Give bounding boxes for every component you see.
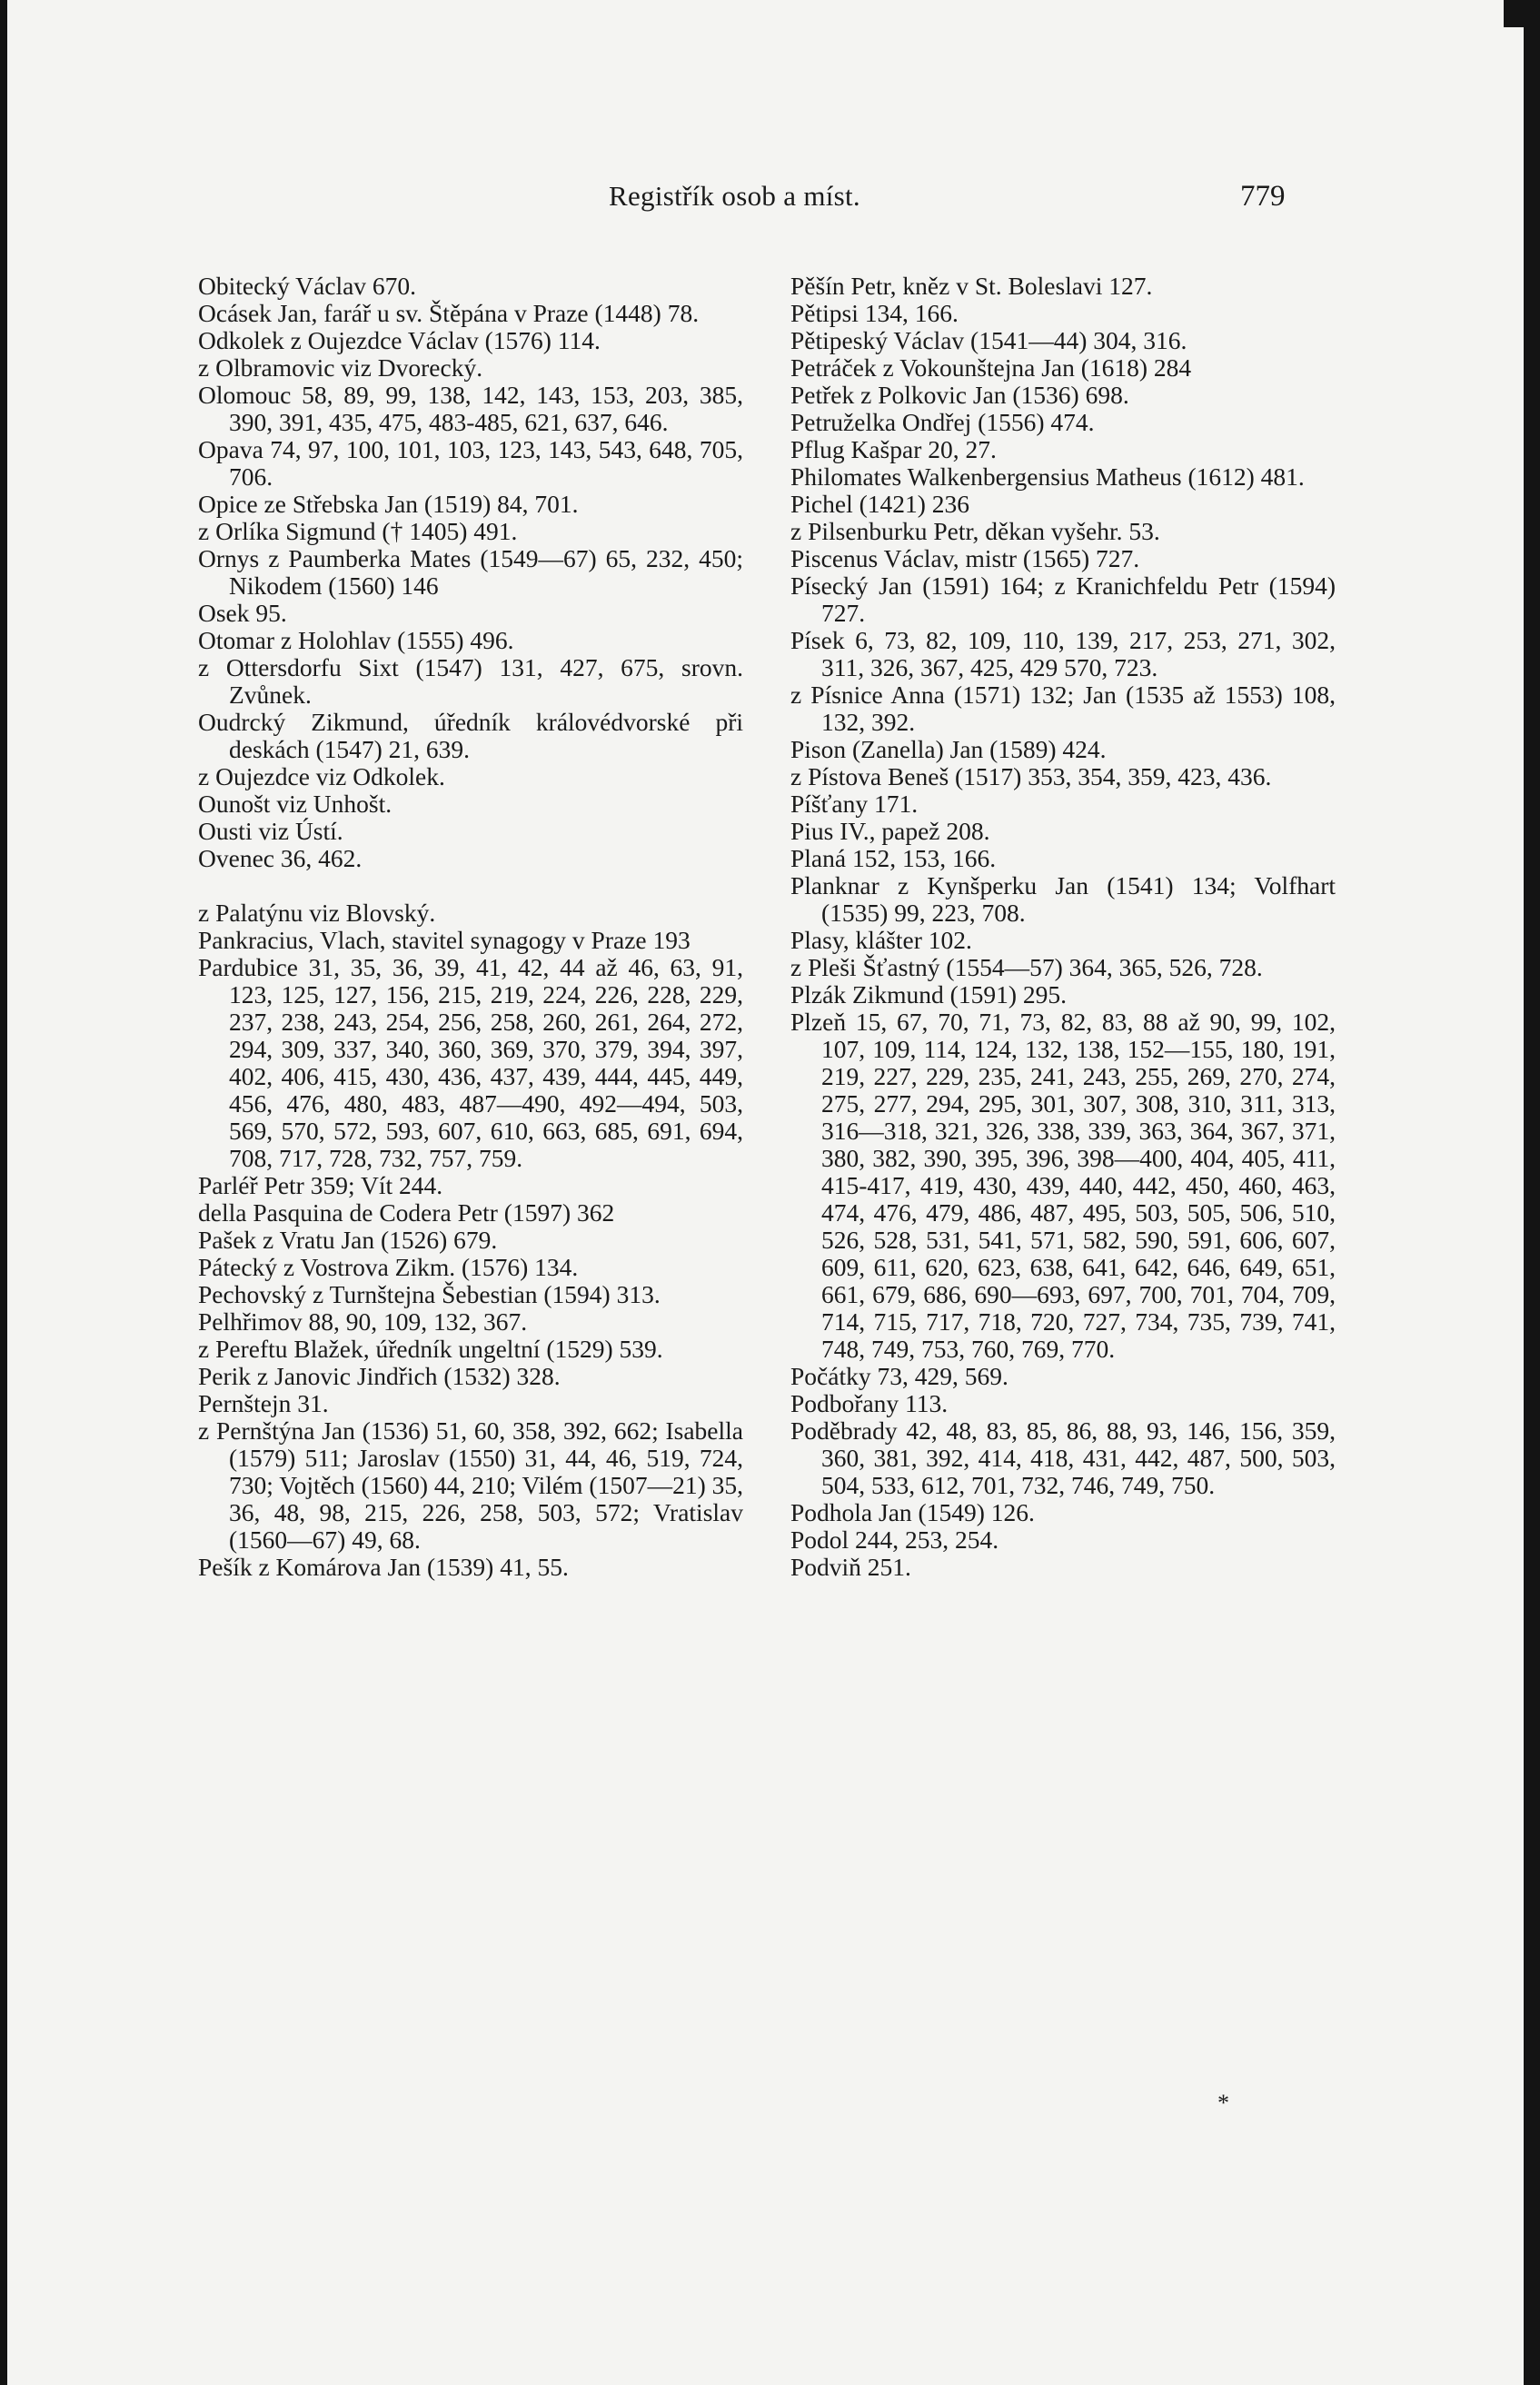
footer-mark: * [1217, 2090, 1229, 2116]
index-entry: z Pilsenburku Petr, děkan vyšehr. 53. [790, 517, 1160, 545]
index-entry: z Pístova Beneš (1517) 353, 354, 359, 423, 436. [790, 762, 1272, 790]
index-entry: Podhola Jan (1549) 126. [790, 1498, 1035, 1526]
index-entry: Počátky 73, 429, 569. [790, 1362, 1008, 1390]
index-entry: Pechovský z Turnštejna Šebestian (1594) 313. [198, 1280, 661, 1308]
index-entry: z Palatýnu viz Blovský. [198, 899, 436, 927]
index-entry: z Ottersdorfu Sixt (1547) 131, 427, 675, srovn. Zvůnek. [198, 653, 743, 709]
index-entry: Pelhřimov 88, 90, 109, 132, 367. [198, 1307, 528, 1336]
index-entry: Písek 6, 73, 82, 109, 110, 139, 217, 253, 271, 302, 311, 326, 367, 425, 429 570, 723. [790, 626, 1336, 681]
index-entry: Pátecký z Vostrova Zikm. (1576) 134. [198, 1253, 579, 1281]
index-entry: z Písnice Anna (1571) 132; Jan (1535 až 1553) 108, 132, 392. [790, 681, 1336, 736]
index-entry: Pflug Kašpar 20, 27. [790, 435, 997, 463]
index-entry: Planknar z Kynšperku Jan (1541) 134; Volfhart (1535) 99, 223, 708. [790, 871, 1336, 927]
index-entry: Pichel (1421) 236 [790, 490, 970, 518]
left-column [198, 273, 743, 1581]
index-entry: Planá 152, 153, 166. [790, 844, 997, 872]
index-entry: Olomouc 58, 89, 99, 138, 142, 143, 153, 203, 385, 390, 391, 435, 475, 483-485, 621, 637, 646. [198, 381, 743, 436]
index-entry: Podbořany 113. [790, 1389, 949, 1417]
index-entry: Ousti viz Ústí. [198, 817, 343, 845]
scan-corner [1504, 0, 1540, 27]
index-entry: Odkolek z Oujezdce Václav (1576) 114. [198, 326, 601, 354]
index-entry: Ovenec 36, 462. [198, 844, 363, 872]
index-entry: Plasy, klášter 102. [790, 926, 972, 954]
index-entry: Petruželka Ondřej (1556) 474. [790, 408, 1095, 436]
index-entry: z Pereftu Blažek, úředník ungeltní (1529) 539. [198, 1335, 663, 1363]
index-entry: Obitecký Václav 670. [198, 272, 417, 300]
index-entry: Otomar z Holohlav (1555) 496. [198, 626, 514, 654]
index-entry: Pardubice 31, 35, 36, 39, 41, 42, 44 až 46, 63, 91, 123, 125, 127, 156, 215, 219, 224, 226, 228, 229, 237, 238, 243, 254, 256, 258, 260, 261, 264, 272, 294, 309, 337, 340, 360, 369, 370, 379, 394, 397, 402, 406, 415, 430, 436, 437, 439, 444, 445, 449, 456, 476, 480, 483, 487—490, 492—494, 503, 569, 570, 572, 593, 607, 610, 663, 685, 691, 694, 708, 717, 728, 732, 757, 759. [198, 953, 743, 1172]
index-entry: Píšťany 171. [790, 790, 919, 818]
index-entry: Petráček z Vokounštejna Jan (1618) 284 [790, 353, 1192, 382]
index-entry: z Olbramovic viz Dvorecký. [198, 353, 483, 382]
index-entry: Pernštejn 31. [198, 1389, 329, 1417]
index-entry: Pison (Zanella) Jan (1589) 424. [790, 735, 1107, 763]
index-entry: Oudrcký Zikmund, úředník královédvorské při deskách (1547) 21, 639. [198, 708, 743, 763]
index-entry: Pěšín Petr, kněz v St. Boleslavi 127. [790, 272, 1153, 300]
index-entry: Podol 244, 253, 254. [790, 1525, 999, 1554]
index-entry: Pětipsi 134, 166. [790, 299, 959, 327]
index-entry: Ornys z Paumberka Mates (1549—67) 65, 232, 450; Nikodem (1560) 146 [198, 544, 743, 600]
index-entry: Opava 74, 97, 100, 101, 103, 123, 143, 543, 648, 705, 706. [198, 435, 743, 491]
index-entry: Ounošt viz Unhošt. [198, 790, 392, 818]
index-entry: Ocásek Jan, farář u sv. Štěpána v Praze (1448) 78. [198, 299, 700, 327]
index-entry: Osek 95. [198, 599, 287, 627]
index-entry: Pětipeský Václav (1541—44) 304, 316. [790, 326, 1187, 354]
index-entry: z Orlíka Sigmund († 1405) 491. [198, 517, 518, 545]
index-entry: Písecký Jan (1591) 164; z Kranichfeldu Petr (1594) 727. [790, 571, 1336, 627]
scan-left-edge [0, 0, 7, 2385]
page-header [0, 180, 1540, 225]
index-entry: Piscenus Václav, mistr (1565) 727. [790, 544, 1140, 572]
index-entry: z Oujezdce viz Odkolek. [198, 762, 445, 790]
index-entry: Pankracius, Vlach, stavitel synagogy v Praze 193 [198, 926, 691, 954]
index-entry: della Pasquina de Codera Petr (1597) 362 [198, 1198, 615, 1227]
index-entry: Pašek z Vratu Jan (1526) 679. [198, 1226, 498, 1254]
index-entry: Plzeň 15, 67, 70, 71, 73, 82, 83, 88 až 90, 99, 102, 107, 109, 114, 124, 132, 138, 152—155, 180, 191, 219, 227, 229, 235, 241, 243, 255, 269, 270, 274, 275, 277, 294, 295, 301, 307, 308, 310, 311, 313, 316—318, 321, 326, 338, 339, 363, 364, 367, 371, 380, 382, 390, 395, 396, 398—400, 404, 405, 411, 415-417, 419, 430, 439, 440, 442, 450, 460, 463, 474, 476, 479, 486, 487, 495, 503, 505, 506, 510, 526, 528, 531, 541, 571, 582, 590, 591, 606, 607, 609, 611, 620, 623, 638, 641, 642, 646, 649, 651, 661, 679, 686, 690—693, 697, 700, 701, 704, 709, 714, 715, 717, 718, 720, 727, 734, 735, 739, 741, 748, 749, 753, 760, 769, 770. [790, 1008, 1336, 1363]
index-entry: Parléř Petr 359; Vít 244. [198, 1171, 443, 1199]
index-entry: Pius IV., papež 208. [790, 817, 990, 845]
index-entry: z Pleši Šťastný (1554—57) 364, 365, 526, 728. [790, 953, 1263, 981]
index-entry: Podviň 251. [790, 1553, 911, 1581]
index-entry: Pešík z Komárova Jan (1539) 41, 55. [198, 1553, 569, 1581]
index-entry: Poděbrady 42, 48, 83, 85, 86, 88, 93, 146, 156, 359, 360, 381, 392, 414, 418, 431, 442, 487, 500, 503, 504, 533, 612, 701, 732, 746, 749, 750. [790, 1416, 1336, 1499]
index-entry: Opice ze Střebska Jan (1519) 84, 701. [198, 490, 579, 518]
page-number: 779 [1240, 180, 1286, 213]
index-entry: Perik z Janovic Jindřich (1532) 328. [198, 1362, 561, 1390]
index-entry: Plzák Zikmund (1591) 295. [790, 980, 1067, 1009]
scan-right-edge [1524, 0, 1540, 2385]
index-entry: Philomates Walkenbergensius Matheus (1612) 481. [790, 462, 1305, 491]
index-entry: z Pernštýna Jan (1536) 51, 60, 358, 392, 662; Isabella (1579) 511; Jaroslav (1550) 31, 44, 46, 519, 724, 730; Vojtěch (1560) 44, 210; Vilém (1507—21) 35, 36, 48, 98, 215, 226, 258, 503, 572; Vratislav (1560—67) 49, 68. [198, 1416, 743, 1554]
running-title: Registřík osob a míst. [609, 180, 860, 212]
index-entry: Petřek z Polkovic Jan (1536) 698. [790, 381, 1129, 409]
right-column [790, 273, 1336, 1581]
